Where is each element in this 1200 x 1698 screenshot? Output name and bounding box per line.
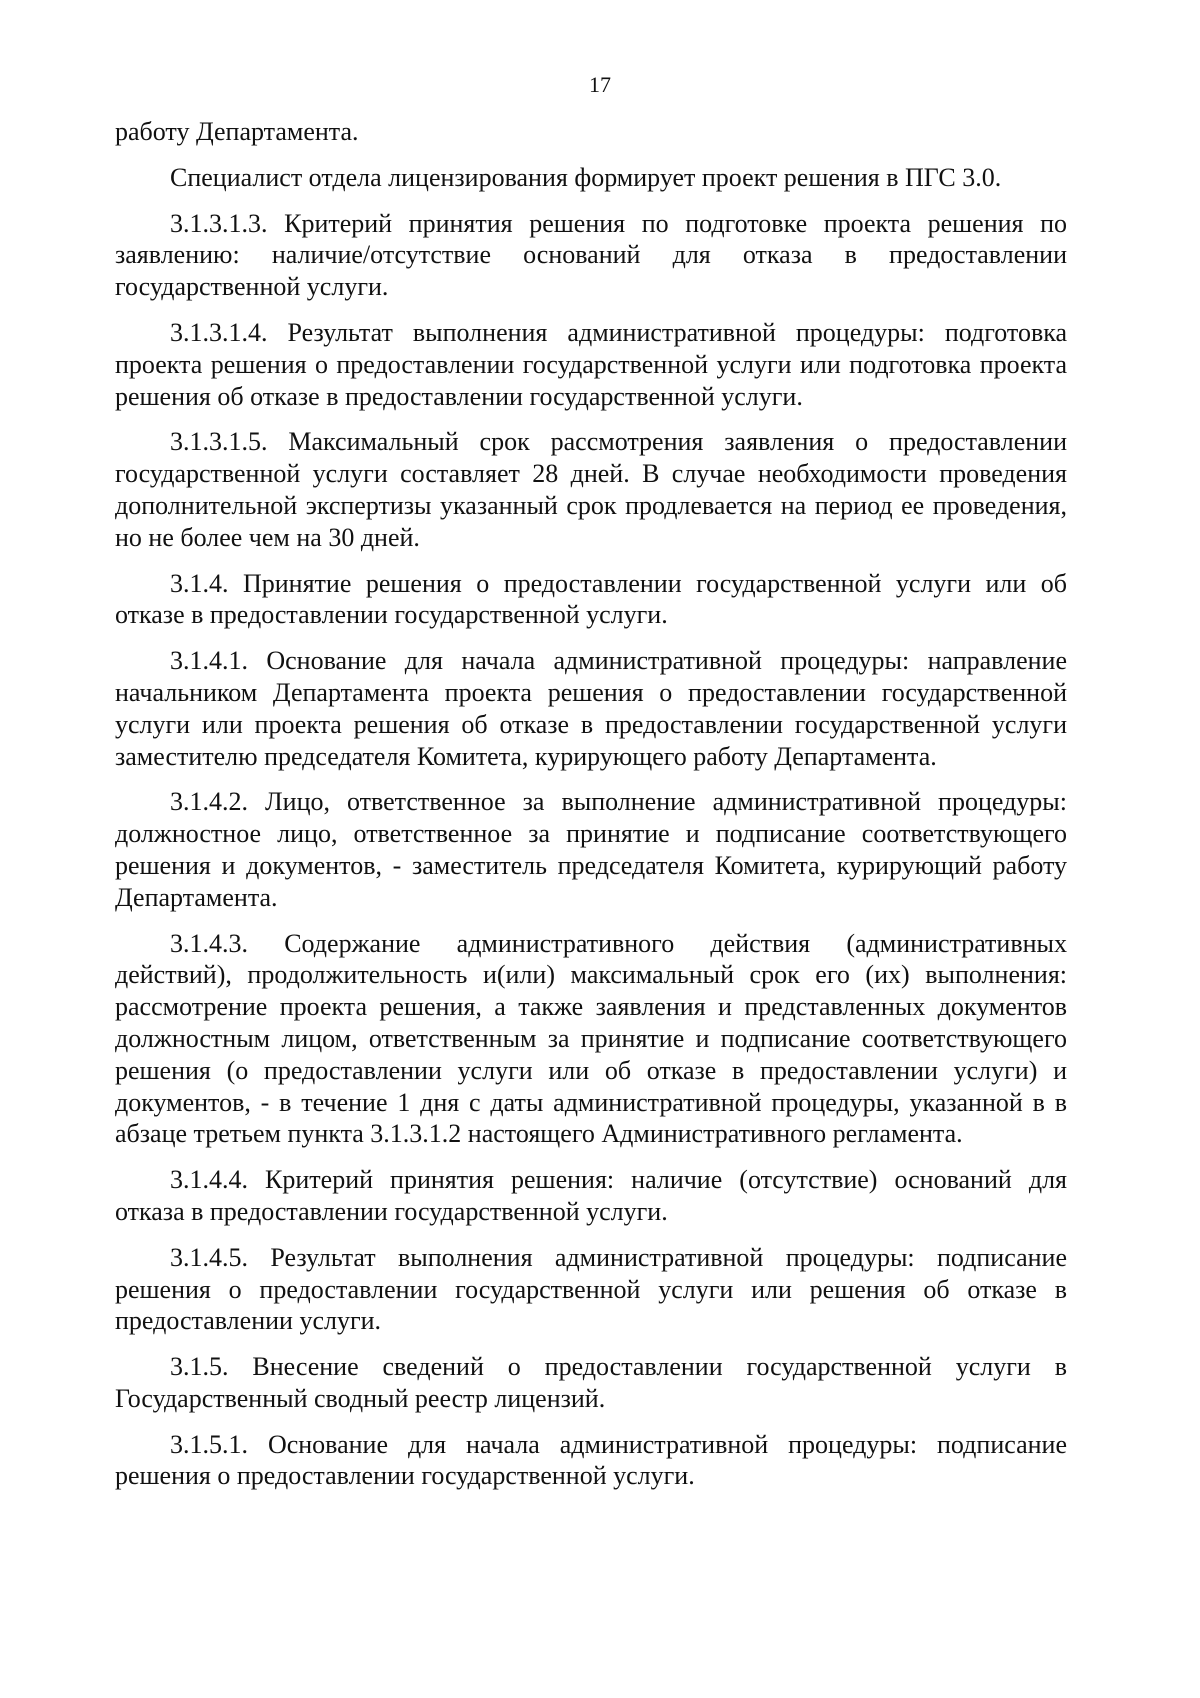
paragraph-3-1-5: 3.1.5. Внесение сведений о предоставлении государственной услуги в Государственный сводный реестр лицензий. xyxy=(115,1352,1067,1413)
document-body xyxy=(115,116,1067,1506)
paragraph-3-1-4-4: 3.1.4.4. Критерий принятия решения: наличие (отсутствие) оснований для отказа в предоставлении государственной услуги. xyxy=(115,1165,1067,1226)
paragraph-3-1-5-1: 3.1.5.1. Основание для начала административной процедуры: подписание решения о предоставлении государственной услуги. xyxy=(115,1429,1067,1491)
paragraph-3-1-4-5: 3.1.4.5. Результат выполнения административной процедуры: подписание решения о предоставлении государственной услуги или решения об отказе в предоставлении услуги. xyxy=(115,1242,1067,1336)
page-number: 17 xyxy=(589,72,611,97)
paragraph-3-1-3-1-5: 3.1.3.1.5. Максимальный срок рассмотрения заявления о предоставлении государственной услуги составляет 28 дней. В случае необходимости проведения дополнительной экспертизы указанный срок продлевается на период ее проведения, но не более чем на 30 дней. xyxy=(115,427,1067,552)
paragraph-3-1-3-1-3: 3.1.3.1.3. Критерий принятия решения по подготовке проекта решения по заявлению: наличие/отсутствие оснований для отказа в предоставлении государственной услуги. xyxy=(115,208,1067,302)
paragraph-continuation: работу Департамента. xyxy=(115,117,359,146)
paragraph-3-1-3-1-4: 3.1.3.1.4. Результат выполнения административной процедуры: подготовка проекта решения о предоставлении государственной услуги или подготовка проекта решения об отказе в предоставлении государственной услуги. xyxy=(115,317,1067,411)
paragraph: Специалист отдела лицензирования формирует проект решения в ПГС 3.0. xyxy=(170,162,1002,192)
paragraph-3-1-4-3: 3.1.4.3. Содержание административного действия (административных действий), продолжительность и(или) максимальный срок его (их) выполнения: рассмотрение проекта решения, а также заявления и представленных документов должностным лицом, ответственным за принятие и подписание соответствующего решения (о предоставлении услуги или об отказе в предоставлении услуги) и документов, - в течение 1 дня с даты административной процедуры, указанной в в абзаце третьем пункта 3.1.3.1.2 настоящего Административного регламента. xyxy=(115,928,1067,1149)
paragraph-3-1-4: 3.1.4. Принятие решения о предоставлении государственной услуги или об отказе в предоставлении государственной услуги. xyxy=(115,568,1067,630)
paragraph-3-1-4-1: 3.1.4.1. Основание для начала административной процедуры: направление начальником Департамента проекта решения о предоставлении государственной услуги или проекта решения об отказе в предоставлении государственной услуги заместителю председателя Комитета, курирующего работу Департамента. xyxy=(115,646,1067,771)
paragraph-3-1-4-2: 3.1.4.2. Лицо, ответственное за выполнение административной процедуры: должностное лицо, ответственное за принятие и подписание соответствующего решения и документов, - заместитель председателя Комитета, курирующий работу Департамента. xyxy=(115,787,1067,912)
